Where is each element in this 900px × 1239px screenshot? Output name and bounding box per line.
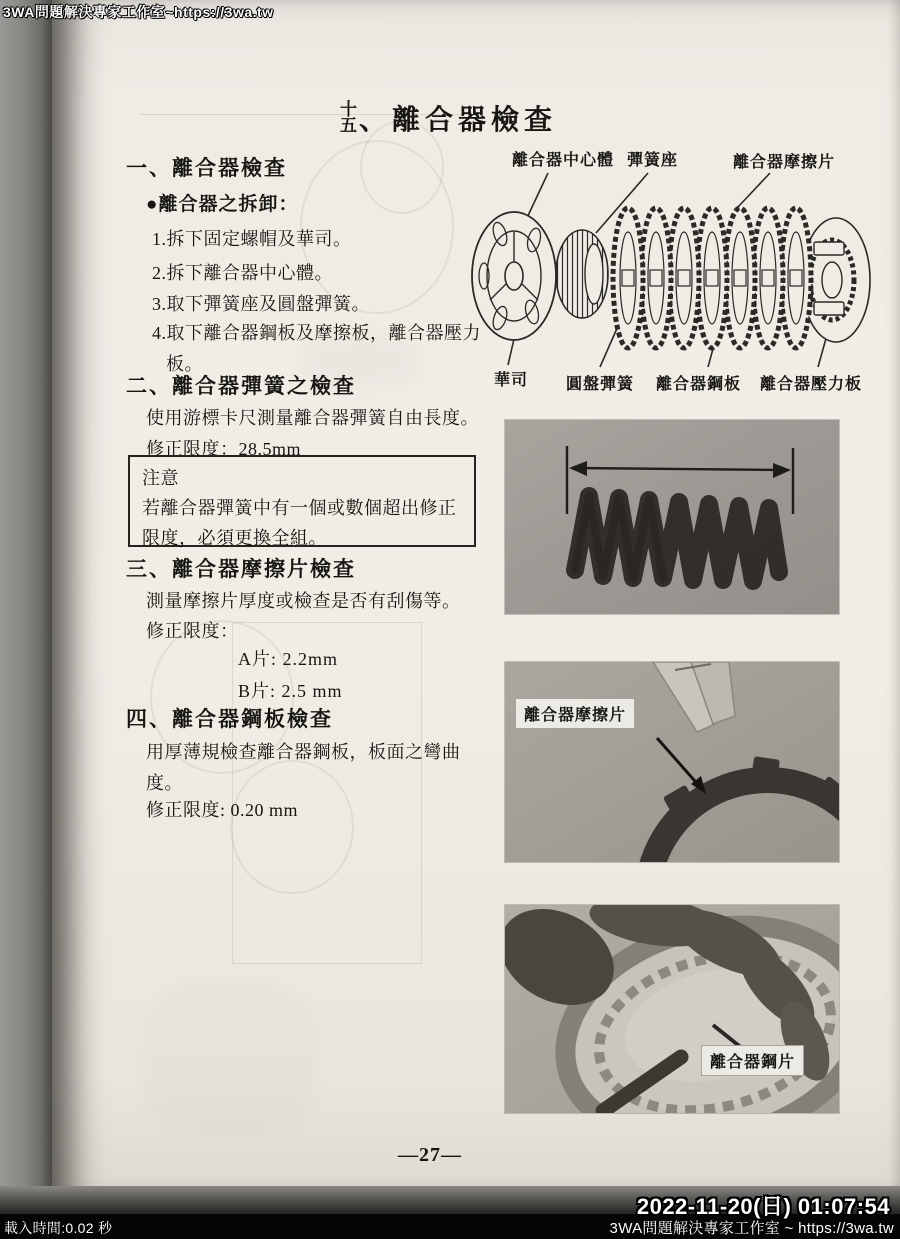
chapter-title (340, 98, 557, 138)
section-3-body: 測量摩擦片厚度或檢查是否有刮傷等。 (146, 591, 461, 611)
friction-photo-art (505, 662, 839, 862)
section-1-subheading: ●離合器之拆卸： (146, 194, 299, 215)
diagram-label-steel-plate: 離合器鋼板 (656, 376, 742, 393)
splined-hub-drawing (556, 230, 608, 318)
chapter-number-top: 十 (340, 100, 357, 120)
photo-friction-plate (505, 662, 839, 862)
diagram-label-washer: 華司 (494, 372, 529, 389)
spring-photo-art (505, 420, 839, 614)
chapter-title-text: 、離合器檢查 (359, 105, 558, 136)
page-number: —27— (398, 1144, 462, 1166)
spec-plate-b: B片: 2.5 mm (238, 681, 343, 701)
section-4-body: 用厚薄規檢查離合器鋼板，板面之彎曲度。 (146, 742, 461, 793)
clutch-parts-group (472, 208, 870, 348)
timestamp-overlay: 2022-11-20(日) 01:07:54 (636, 1194, 890, 1219)
section-3-limit-label: 修正限度： (146, 621, 239, 641)
spec-plate-a: A片: 2.2mm (238, 649, 339, 669)
section-2-limit: 修正限度：28.5mm (146, 439, 302, 459)
diagram-label-friction-plate: 離合器摩擦片 (733, 154, 836, 171)
photo-steel-plate (505, 905, 839, 1113)
note-box (128, 455, 476, 547)
section-1-heading: 一、離合器檢查 (126, 156, 287, 180)
diagram-label-pressure-plate: 離合器壓力板 (760, 376, 863, 393)
diagram-label-disc-spring: 圓盤彈簧 (566, 376, 635, 393)
load-time-label: 載入時間:0.02 秒 (4, 1220, 113, 1236)
exploded-diagram-art (470, 145, 876, 397)
section-4-limit: 修正限度: 0.20 mm (146, 800, 299, 820)
clutch-center-drawing (472, 212, 556, 340)
leader-line (738, 173, 770, 207)
book-edge-strip (0, 0, 52, 1214)
chapter-number-ligature (340, 102, 357, 133)
step-item-4: 4.取下離合器鋼板及摩擦板，離合器壓力板。 (152, 323, 481, 374)
step-item-2: 2.拆下離合器中心體。 (152, 263, 333, 283)
section-2-body: 使用游標卡尺測量離合器彈簧自由長度。 (146, 408, 479, 428)
section-4-heading: 四、離合器鋼板檢查 (126, 707, 333, 731)
steel-photo-art (505, 905, 839, 1113)
step-item-1: 1.拆下固定螺帽及華司。 (152, 229, 352, 249)
photo-clutch-spring (505, 420, 839, 614)
step-item-3: 3.取下彈簧座及圓盤彈簧。 (152, 294, 370, 314)
exploded-clutch-diagram (470, 145, 876, 397)
clutch-disc-stack (613, 208, 811, 348)
note-title: 注意 (142, 468, 179, 488)
section-3-heading: 三、離合器摩擦片檢查 (126, 557, 356, 581)
diagram-label-clutch-center: 離合器中心體 (512, 152, 615, 169)
watermark-bottom: 3WA問題解決專家工作室 ~ https://3wa.tw (609, 1220, 894, 1237)
clutch-disc (613, 208, 643, 348)
photo-label-friction-plate: 離合器摩擦片 (515, 698, 635, 729)
note-body: 若離合器彈簧中有一個或數個超出修正限度，必須更換全組。 (142, 498, 457, 548)
photo-label-steel-plate: 離合器鋼片 (701, 1045, 804, 1076)
diagram-label-spring-seat: 彈簧座 (627, 152, 679, 169)
section-2-heading: 二、離合器彈簧之檢查 (126, 374, 356, 398)
watermark-top: 3WA問題解決專家工作室~https://3wa.tw (3, 4, 274, 20)
chapter-number-bottom: 五 (340, 116, 357, 135)
